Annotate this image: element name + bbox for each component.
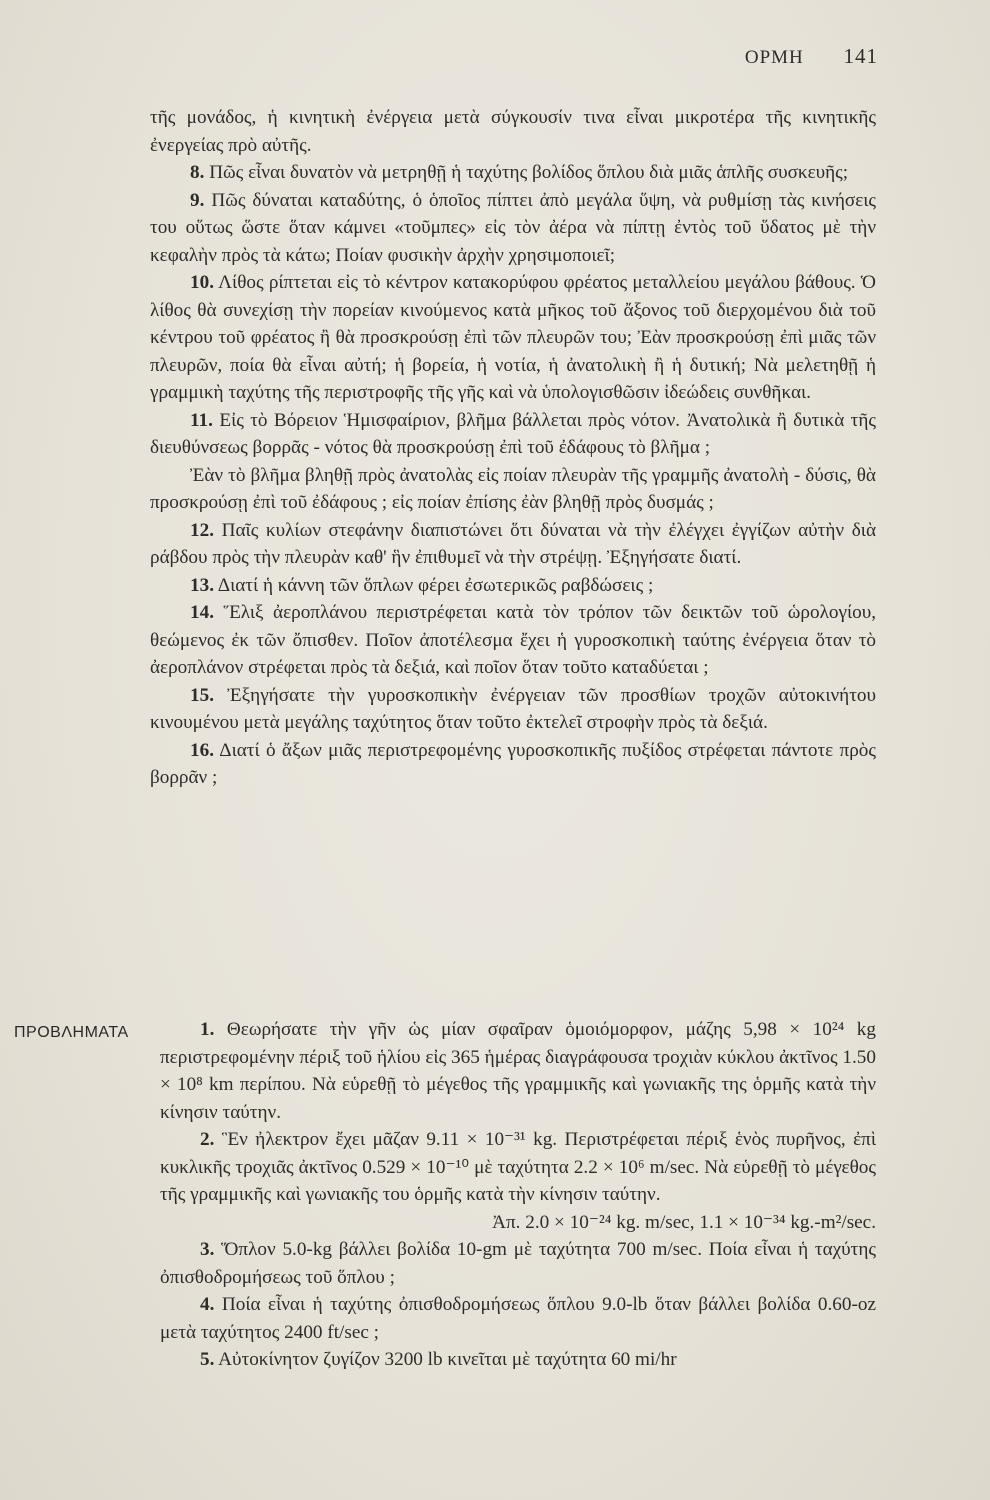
problems-section bbox=[160, 1016, 876, 1374]
question-text: Εἰς τὸ Βόρειον Ἡμισφαίριον, βλῆμα βάλλεται πρὸς νότον. Ἀνατολικὰ ἢ δυτικὰ τῆς διευθύνσεως βορρᾶς - νότος θὰ προσκρούσῃ ἐπὶ τοῦ ἐδάφους τὸ βλῆμα ; bbox=[150, 409, 876, 458]
question-text: Ἐξηγήσατε τὴν γυροσκοπικὴν ἐνέργειαν τῶν προσθίων τροχῶν αὐτοκινήτου κινουμένου μετὰ μεγάλης ταχύτητος ὅταν τοῦτο ἐκτελεῖ στροφὴν πρὸς τὰ δεξιά. bbox=[150, 684, 877, 733]
question-14 bbox=[150, 599, 876, 682]
question-text: Πῶς δύναται καταδύτης, ὁ ὁποῖος πίπτει ἀπὸ μεγάλα ὕψη, νὰ ρυθμίσῃ τὰς κινήσεις του οὕτως ὥστε ὅταν κάμνει «τοῦμπες» εἰς τὸν ἀέρα νὰ πίπτῃ ἐντὸς τοῦ ὕδατος μὲ τὴν κεφαλὴν πρὸς τὰ κάτω; Ποίαν φυσικὴν ἀρχὴν χρησιμοποιεῖ; bbox=[150, 189, 877, 266]
question-text: Ἐὰν τὸ βλῆμα βληθῇ πρὸς ἀνατολὰς εἰς ποίαν πλευρὰν τῆς γραμμῆς ἀνατολὴ - δύσις, θὰ προσκρούσῃ ἐπὶ τοῦ ἐδάφους ; εἰς ποίαν ἐπίσης ἐὰν βληθῇ πρὸς δυσμάς ; bbox=[150, 464, 876, 513]
problem-4 bbox=[160, 1291, 876, 1346]
question-number: 9. bbox=[190, 189, 205, 211]
question-16 bbox=[150, 737, 876, 792]
problem-number: 4. bbox=[200, 1294, 215, 1315]
question-text: Ἕλιξ ἀεροπλάνου περιστρέφεται κατὰ τὸν τρόπον τῶν δεικτῶν τοῦ ὡρολογίου, θεώμενος ἐκ τῶν ὄπισθεν. Ποῖον ἀποτέλεσμα ἔχει ἡ γυροσκοπικὴ ταύτης ἐνέργεια ὅταν τὸ ἀεροπλάνον στρέφεται πρὸς τὰ δεξιά, καὶ ποῖον ὅταν τοῦτο καταδύεται ; bbox=[150, 602, 877, 678]
question-number: 16. bbox=[190, 739, 214, 761]
question-text: Λίθος ρίπτεται εἰς τὸ κέντρον κατακορύφου φρέατος μεταλλείου μεγάλου βάθους. Ὁ λίθος θὰ συνεχίσῃ τὴν πορείαν κινούμενος κατὰ μῆκος τοῦ ἄξονος τοῦ διερχομένου διὰ τοῦ κέντρου τοῦ φρέατος ἢ θὰ προσκρούσῃ ἐπὶ τῶν πλευρῶν του; Ἐὰν προσκρούσῃ ἐπὶ μιᾶς τῶν πλευρῶν, ποία θὰ εἶναι αὐτή; ἡ βορεία, ἡ νοτία, ἡ ἀνατολικὴ ἢ ἡ δυτική; Νὰ μελετηθῇ ἡ γραμμικὴ ταχύτης τῆς περιστροφῆς τῆς γῆς καὶ νὰ ὑπολογισθῶσιν ἰδεώδεις συνθῆκαι. bbox=[150, 272, 876, 403]
question-10 bbox=[150, 269, 876, 407]
question-11 bbox=[150, 407, 876, 462]
question-text: Πῶς εἶναι δυνατὸν νὰ μετρηθῇ ἡ ταχύτης βολίδος ὅπλου διὰ μιᾶς ἁπλῆς συσκευῆς; bbox=[209, 162, 849, 183]
question-number: 14. bbox=[190, 602, 214, 623]
questions-section bbox=[150, 104, 876, 792]
problem-5 bbox=[160, 1346, 876, 1374]
problem-text: Ἓν ἠλεκτρον ἔχει μᾶζαν 9.11 × 10⁻³¹ kg. Περιστρέφεται πέριξ ἑνὸς πυρῆνος, ἐπὶ κυκλικῆς τροχιᾶς ἀκτῖνος 0.529 × 10⁻¹⁰ μὲ ταχύτητα 2.2 × 10⁶ m/sec. Νὰ εὑρεθῇ τὸ μέγεθος τῆς γραμμικῆς καὶ γωνιακῆς του ὁρμῆς κατὰ τὴν κίνησιν ταύτην. bbox=[160, 1129, 876, 1205]
running-head: ΟΡΜΗ bbox=[744, 47, 804, 68]
question-12 bbox=[150, 517, 876, 572]
problem-text: Ὅπλον 5.0-kg βάλλει βολίδα 10-gm μὲ ταχύτητα 700 m/sec. Ποία εἶναι ἡ ταχύτης ὀπισθοδρομήσεως τοῦ ὅπλου ; bbox=[160, 1239, 876, 1288]
problem-number: 3. bbox=[200, 1239, 215, 1260]
question-text: Διατί ἡ κάννη τῶν ὅπλων φέρει ἐσωτερικῶς ραβδώσεις ; bbox=[217, 574, 654, 596]
question-continuation bbox=[150, 104, 876, 159]
question-number: 10. bbox=[190, 272, 214, 293]
question-text: Διατί ὁ ἄξων μιᾶς περιστρεφομένης γυροσκοπικῆς πυξίδος στρέφεται πάντοτε πρὸς βορρᾶν ; bbox=[150, 739, 876, 788]
problem-2-answer: Ἀπ. 2.0 × 10⁻²⁴ kg. m/sec, 1.1 × 10⁻³⁴ kg.-m²/sec. bbox=[492, 1211, 876, 1233]
question-9 bbox=[150, 187, 876, 270]
problem-1 bbox=[160, 1016, 876, 1126]
question-text: Παῖς κυλίων στεφάνην διαπιστώνει ὅτι δύναται νὰ τὴν ἐλέγχει ἐγγίζων αὐτὴν διὰ ράβδου πρὸς τὴν πλευρὰν καθ' ἣν ἐπιθυμεῖ νὰ τὴν στρέψῃ. Ἐξηγήσατε διατί. bbox=[150, 519, 876, 568]
problem-number: 5. bbox=[200, 1349, 215, 1370]
page-number: 141 bbox=[843, 44, 878, 68]
question-number: 15. bbox=[190, 684, 214, 706]
question-number: 13. bbox=[190, 574, 214, 596]
question-number: 11. bbox=[190, 409, 213, 431]
question-13 bbox=[150, 572, 876, 600]
question-11-cont bbox=[150, 462, 876, 517]
problem-number: 1. bbox=[200, 1019, 215, 1040]
page-header bbox=[745, 44, 878, 69]
problem-text: Αὐτοκίνητον ζυγίζον 3200 lb κινεῖται μὲ ταχύτητα 60 mi/hr bbox=[218, 1349, 677, 1370]
problems-heading: ΠΡΟΒΛΗΜΑΤΑ bbox=[14, 1024, 129, 1041]
question-8 bbox=[150, 159, 876, 187]
problem-number: 2. bbox=[200, 1129, 215, 1150]
problem-text: Θεωρήσατε τὴν γῆν ὡς μίαν σφαῖραν ὁμοιόμορφον, μάζης 5,98 × 10²⁴ kg περιστρεφομένην πέριξ τοῦ ἡλίου εἰς 365 ἡμέρας διαγράφουσα τροχιὰν κύκλου ἀκτῖνος 1.50 × 10⁸ km περίπου. Νὰ εὑρεθῇ τὸ μέγεθος τῆς γραμμικῆς καὶ γωνιακῆς της ὁρμῆς κατὰ τὴν κίνησιν ταύτην. bbox=[160, 1019, 876, 1123]
problem-3 bbox=[160, 1236, 876, 1291]
question-number: 8. bbox=[190, 162, 205, 183]
problem-text: Ποία εἶναι ἡ ταχύτης ὀπισθοδρομήσεως ὅπλου 9.0-lb ὅταν βάλλει βολίδα 0.60-oz μετὰ ταχύτητος 2400 ft/sec ; bbox=[160, 1294, 876, 1343]
question-text: τῆς μονάδος, ἡ κινητικὴ ἐνέργεια μετὰ σύγκουσίν τινα εἶναι μικροτέρα τῆς κινητικῆς ἐνεργείας πρὸ αὐτῆς. bbox=[150, 107, 876, 156]
question-15 bbox=[150, 682, 876, 737]
problem-2 bbox=[160, 1126, 876, 1209]
question-number: 12. bbox=[190, 519, 214, 541]
